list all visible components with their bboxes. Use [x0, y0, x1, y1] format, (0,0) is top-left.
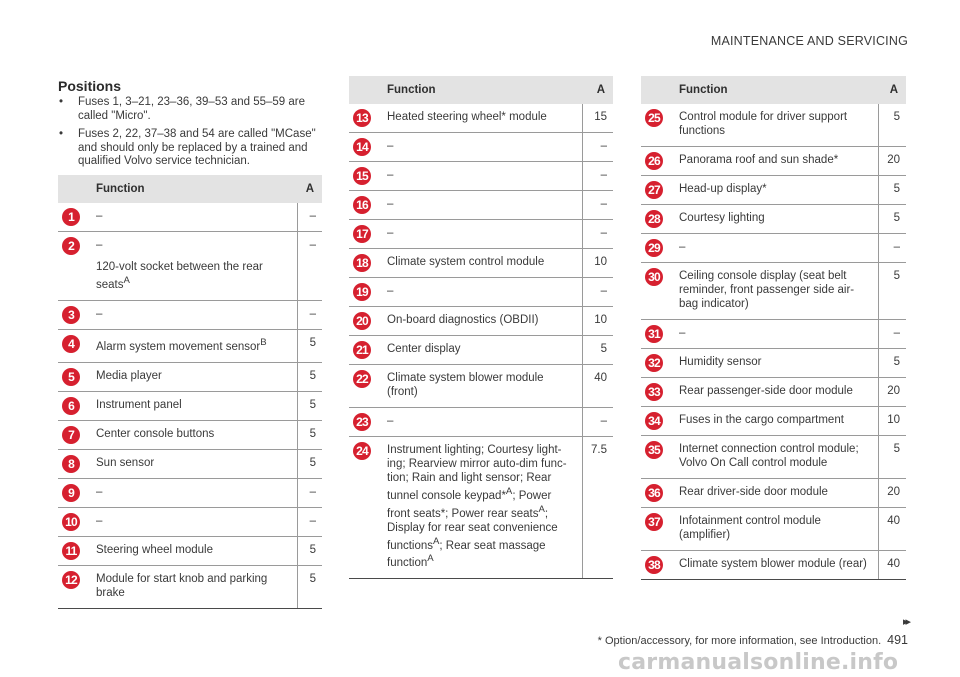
function-text: Internet connection control module; Volvo On Call control module [679, 443, 859, 469]
function-text: – [96, 307, 103, 320]
function-text: – [387, 198, 394, 210]
fuse-row [58, 300, 322, 329]
fuse-row [641, 234, 906, 263]
fuse-function-cell [88, 329, 298, 362]
fuse-number-cell [349, 191, 379, 220]
fuse-number-cell [641, 234, 671, 263]
fuse-amps-cell: 40 [879, 551, 906, 580]
function-text: Rear driver-side door module [679, 486, 828, 498]
function-text: Control module for driver support functions [679, 111, 848, 137]
fuse-amps-cell: – [879, 320, 906, 349]
fuse-row [349, 133, 613, 162]
fuse-number-cell [349, 408, 379, 437]
fuse-number-cell [641, 508, 671, 551]
function-text: – [387, 169, 394, 181]
fuse-number-cell [349, 104, 379, 133]
function-text: Sun sensor [96, 456, 155, 469]
fuse-row [58, 329, 322, 362]
fuse-number-cell [58, 507, 88, 536]
fuse-number-cell [349, 437, 379, 579]
fuse-function-cell [379, 307, 583, 336]
fuse-amps-cell: – [879, 234, 906, 263]
fuse-number-badge: 6 [62, 397, 80, 415]
fuse-function-cell [379, 133, 583, 162]
fuse-amps-cell: 20 [879, 479, 906, 508]
fuse-function-cell [379, 336, 583, 365]
fuse-number-badge: 22 [353, 370, 371, 388]
fuse-number-badge: 31 [645, 325, 663, 343]
fuse-row [349, 104, 613, 133]
fuse-number-badge: 11 [62, 542, 80, 560]
fuse-number-cell [641, 147, 671, 176]
fuse-amps-cell: 10 [583, 307, 614, 336]
fuse-amps-cell: 5 [879, 104, 906, 147]
fuse-amps-cell: – [583, 191, 614, 220]
fuse-number-badge: 8 [62, 455, 80, 473]
fuse-function-cell [379, 162, 583, 191]
fuse-number-badge: 20 [353, 312, 371, 330]
fuse-amps-cell: 5 [298, 565, 322, 608]
function-text: Module for start knob and parking brake [96, 572, 268, 599]
fuse-number-cell [58, 449, 88, 478]
fuse-number-badge: 7 [62, 426, 80, 444]
positions-list [58, 96, 322, 169]
fuse-amps-cell: – [298, 478, 322, 507]
fuse-function-cell [88, 300, 298, 329]
fuse-function-cell [88, 536, 298, 565]
fuse-function-cell [671, 349, 879, 378]
function-text: Ceiling console display (seat belt reminder, front passenger side air-bag indicator) [679, 270, 855, 310]
positions-bullet [58, 128, 322, 169]
fuse-table-3 [641, 76, 906, 580]
fuse-number-cell [58, 203, 88, 232]
bullet-text: Fuses 2, 22, 37–38 and 54 are called "MCase" and should only be replaced by a trained and qualified Volvo service technician. [78, 128, 316, 167]
fuse-number-cell [349, 336, 379, 365]
fuse-function-cell [671, 320, 879, 349]
num-column-header [58, 175, 88, 203]
footnote-marker: A [123, 275, 130, 286]
function-text: Climate system blower module (front) [387, 372, 544, 398]
fuse-amps-cell: – [298, 507, 322, 536]
fuse-row [58, 362, 322, 391]
fuse-amps-cell: 5 [298, 362, 322, 391]
function-text: Rear passenger-side door module [679, 385, 853, 397]
fuse-function-cell [671, 479, 879, 508]
fuse-number-cell [349, 162, 379, 191]
fuse-number-badge: 9 [62, 484, 80, 502]
fuse-number-badge: 5 [62, 368, 80, 386]
page-footer [598, 633, 908, 647]
fuse-number-badge: 19 [353, 283, 371, 301]
fuse-number-badge: 36 [645, 484, 663, 502]
fuse-function-cell [88, 507, 298, 536]
fuse-row [641, 263, 906, 320]
function-text: Head-up display* [679, 183, 767, 195]
fuse-row [349, 191, 613, 220]
fuse-number-cell [641, 176, 671, 205]
fuse-function-cell [88, 565, 298, 608]
function-text: On-board diagnostics (OBDII) [387, 314, 539, 326]
fuse-number-cell [58, 536, 88, 565]
fuse-function-cell [671, 205, 879, 234]
fuse-row [641, 104, 906, 147]
fuse-number-badge: 29 [645, 239, 663, 257]
fuse-amps-cell: – [298, 232, 322, 301]
fuse-row [58, 507, 322, 536]
num-column-header [641, 76, 671, 104]
fuse-amps-cell: 5 [583, 336, 614, 365]
fuse-number-cell [641, 551, 671, 580]
fuse-function-cell [671, 147, 879, 176]
fuse-number-cell [58, 565, 88, 608]
function-text: – [96, 210, 103, 222]
fuse-number-cell [641, 320, 671, 349]
function-text: – [96, 485, 103, 498]
footnote-marker: A [505, 486, 513, 497]
fuse-row [349, 249, 613, 278]
fuse-amps-cell: 10 [583, 249, 614, 278]
fuse-function-cell [88, 232, 298, 301]
fuse-table-2 [349, 76, 613, 579]
function-text: Panorama roof and sun shade* [679, 154, 839, 166]
fuse-row [58, 449, 322, 478]
function-column-header: Function [671, 76, 879, 104]
fuse-amps-cell: 40 [879, 508, 906, 551]
function-text: Fuses in the cargo compartment [679, 414, 844, 426]
fuse-number-badge: 18 [353, 254, 371, 272]
fuse-number-badge: 32 [645, 354, 663, 372]
fuse-function-cell [379, 408, 583, 437]
fuse-amps-cell: 5 [298, 420, 322, 449]
function-text: – [387, 415, 394, 427]
bullet-text: Fuses 1, 3–21, 23–36, 39–53 and 55–59 are called "Micro". [78, 96, 305, 122]
footnote-marker: B [260, 336, 267, 348]
function-text: Instrument panel [96, 398, 182, 411]
fuse-row [641, 176, 906, 205]
fuse-function-cell [671, 104, 879, 147]
fuse-number-badge: 14 [353, 138, 371, 156]
function-text: Media player [96, 369, 162, 382]
function-text: ; Display for rear seat convenience functions [387, 507, 558, 552]
fuse-function-cell [88, 362, 298, 391]
fuse-number-cell [349, 307, 379, 336]
function-text: – [387, 140, 394, 152]
fuse-number-cell [641, 378, 671, 407]
fuse-function-cell [671, 508, 879, 551]
fuse-amps-cell: 15 [583, 104, 614, 133]
fuse-function-cell [379, 437, 583, 579]
fuse-function-cell [379, 278, 583, 307]
fuse-number-cell [58, 300, 88, 329]
fuse-amps-cell: 5 [298, 536, 322, 565]
function-text: ; Rear seat massage function [387, 539, 546, 570]
fuse-amps-cell: – [583, 408, 614, 437]
fuse-table-1 [58, 175, 322, 609]
fuse-amps-cell: 5 [879, 263, 906, 320]
function-text: Alarm system movement sensor [96, 340, 261, 353]
fuse-amps-cell: 20 [879, 147, 906, 176]
fuse-number-badge: 21 [353, 341, 371, 359]
function-note [96, 260, 289, 292]
fuse-function-cell [379, 249, 583, 278]
fuse-amps-cell: 40 [583, 365, 614, 408]
fuse-row [349, 307, 613, 336]
positions-bullet [58, 96, 322, 123]
fuse-number-cell [641, 349, 671, 378]
fuse-row [641, 436, 906, 479]
fuse-row [58, 232, 322, 301]
fuse-number-cell [58, 232, 88, 301]
function-text: Climate system blower module (rear) [679, 558, 867, 570]
fuse-number-badge: 12 [62, 571, 80, 589]
function-text: Humidity sensor [679, 356, 762, 368]
fuse-function-cell [671, 378, 879, 407]
fuse-amps-cell: 5 [879, 205, 906, 234]
fuse-row [641, 205, 906, 234]
fuse-row [349, 437, 613, 579]
fuse-number-cell [349, 133, 379, 162]
fuse-number-badge: 37 [645, 513, 663, 531]
function-text: Courtesy lighting [679, 212, 765, 224]
fuse-function-cell [88, 449, 298, 478]
fuse-number-badge: 17 [353, 225, 371, 243]
fuse-function-cell [671, 176, 879, 205]
fuse-number-badge: 24 [353, 442, 371, 460]
function-text: – [679, 241, 686, 253]
fuse-number-cell [349, 278, 379, 307]
fuse-function-cell [671, 551, 879, 580]
fuse-number-badge: 26 [645, 152, 663, 170]
fuse-amps-cell: – [583, 162, 614, 191]
fuse-row [641, 349, 906, 378]
function-text: Instrument lighting; Courtesy light-ing; Rearview mirror auto-dim func-tion; Rain and light sensor; Rear tunnel console keypad* [387, 444, 567, 502]
fuse-number-cell [58, 420, 88, 449]
function-text: Center console buttons [96, 427, 215, 440]
fuse-number-badge: 15 [353, 167, 371, 185]
fuse-number-badge: 35 [645, 441, 663, 459]
fuse-number-cell [641, 104, 671, 147]
num-column-header [349, 76, 379, 104]
fuse-number-badge: 1 [62, 208, 80, 226]
fuse-number-badge: 30 [645, 268, 663, 286]
fuse-amps-cell: 5 [298, 391, 322, 420]
fuse-number-badge: 13 [353, 109, 371, 127]
watermark: carmanualsonline.info [618, 650, 899, 675]
function-column-header: Function [379, 76, 583, 104]
fuse-row [349, 162, 613, 191]
fuse-row [641, 479, 906, 508]
fuse-row [58, 565, 322, 608]
fuse-function-cell [88, 420, 298, 449]
fuse-number-cell [349, 365, 379, 408]
footnote-marker: A [433, 535, 440, 547]
bullet-dot: • [59, 96, 64, 108]
fuse-row [641, 378, 906, 407]
fuse-amps-cell: 5 [298, 449, 322, 478]
fuse-number-badge: 34 [645, 412, 663, 430]
fuse-number-cell [58, 391, 88, 420]
section-header: MAINTENANCE AND SERVICING [710, 34, 908, 48]
function-text: – [387, 227, 394, 239]
function-text: Heated steering wheel* module [387, 111, 547, 123]
fuse-number-cell [58, 478, 88, 507]
amps-column-header: A [583, 76, 614, 104]
function-text: Steering wheel module [96, 543, 213, 556]
fuse-number-badge: 38 [645, 556, 663, 574]
fuse-number-cell [641, 436, 671, 479]
amps-column-header: A [298, 175, 322, 203]
fuse-amps-cell: 5 [298, 329, 322, 362]
fuse-number-cell [349, 249, 379, 278]
fuse-function-cell [379, 191, 583, 220]
fuse-function-cell [671, 263, 879, 320]
fuse-row [349, 365, 613, 408]
note-text: 120-volt socket between the rear seats [96, 261, 263, 291]
fuse-row [58, 391, 322, 420]
fuse-row [349, 220, 613, 249]
fuse-row [58, 536, 322, 565]
fuse-number-badge: 23 [353, 413, 371, 431]
footnote: * Option/accessory, for more information, see Introduction. [597, 635, 882, 647]
function-text: – [679, 327, 686, 339]
fuse-number-cell [58, 329, 88, 362]
positions-heading: Positions [58, 78, 122, 94]
fuse-number-badge: 10 [62, 513, 80, 531]
fuse-amps-cell: – [298, 300, 322, 329]
fuse-row [349, 278, 613, 307]
fuse-number-badge: 28 [645, 210, 663, 228]
fuse-amps-cell: – [583, 278, 614, 307]
fuse-function-cell [671, 436, 879, 479]
fuse-row [641, 508, 906, 551]
fuse-number-cell [641, 263, 671, 320]
fuse-row [58, 478, 322, 507]
fuse-amps-cell: 7.5 [583, 437, 614, 579]
fuse-amps-cell: 5 [879, 176, 906, 205]
fuse-function-cell [671, 234, 879, 263]
fuse-amps-cell: 5 [879, 349, 906, 378]
fuse-function-cell [88, 478, 298, 507]
fuse-row [641, 551, 906, 580]
fuse-amps-cell: 5 [879, 436, 906, 479]
fuse-amps-cell: – [583, 133, 614, 162]
fuse-row [349, 408, 613, 437]
fuse-number-badge: 2 [62, 237, 80, 255]
fuse-row [349, 336, 613, 365]
next-page-icon: ▸▸ [902, 616, 908, 628]
function-text: Climate system control module [387, 256, 545, 268]
fuse-function-cell [88, 203, 298, 232]
fuse-row [58, 420, 322, 449]
fuse-row [641, 320, 906, 349]
fuse-number-badge: 25 [645, 109, 663, 127]
fuse-number-badge: 27 [645, 181, 663, 199]
fuse-function-cell [379, 220, 583, 249]
fuse-number-cell [58, 362, 88, 391]
fuse-function-cell [379, 365, 583, 408]
fuse-number-cell [641, 407, 671, 436]
fuse-function-cell [379, 104, 583, 133]
amps-column-header: A [879, 76, 906, 104]
function-text: – [96, 514, 103, 527]
bullet-dot: • [59, 128, 64, 140]
footnote-marker: A [427, 553, 434, 565]
fuse-function-cell [671, 407, 879, 436]
function-text: Center display [387, 343, 461, 355]
fuse-amps-cell: 20 [879, 378, 906, 407]
function-text: Infotainment control module (amplifier) [679, 515, 821, 541]
footnote-marker: A [538, 503, 545, 515]
fuse-amps-cell: 10 [879, 407, 906, 436]
fuse-number-badge: 16 [353, 196, 371, 214]
fuse-number-badge: 3 [62, 306, 80, 324]
fuse-row [641, 147, 906, 176]
fuse-number-cell [641, 479, 671, 508]
fuse-row [641, 407, 906, 436]
function-text: ; Power front seats*; Power rear seats [387, 489, 552, 520]
fuse-amps-cell: – [298, 203, 322, 232]
fuse-amps-cell: – [583, 220, 614, 249]
fuse-number-badge: 4 [62, 335, 80, 353]
fuse-function-cell [88, 391, 298, 420]
function-text: – [387, 285, 394, 297]
fuse-row [58, 203, 322, 232]
fuse-number-badge: 33 [645, 383, 663, 401]
function-text: – [96, 239, 103, 251]
fuse-number-cell [641, 205, 671, 234]
positions-section [58, 78, 322, 174]
function-column-header: Function [88, 175, 298, 203]
fuse-number-cell [349, 220, 379, 249]
page-number: 491 [887, 633, 908, 647]
